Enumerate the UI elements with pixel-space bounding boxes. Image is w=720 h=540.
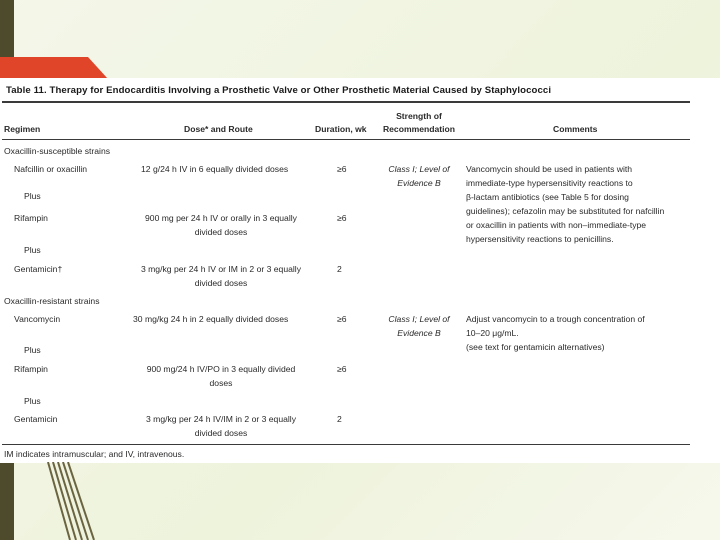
section-heading: Oxacillin-susceptible strains [4,146,111,156]
header-comments: Comments [553,124,598,134]
header-regimen: Regimen [4,124,41,134]
drug-name: Nafcillin or oxacillin [14,164,88,174]
header-dose: Dose* and Route [184,124,253,134]
strength-line: Class I; Level of [388,314,450,324]
plus-label: Plus [24,245,41,255]
comment-line: Adjust vancomycin to a trough concentration of [466,314,645,324]
dose-route: 3 mg/kg per 24 h IV or IM in 2 or 3 equally [140,264,302,274]
header-duration: Duration, wk [315,124,367,134]
dose-route: 900 mg/24 h IV/PO in 3 equally divided [146,364,296,374]
plus-label: Plus [24,396,41,406]
dose-route: divided doses [194,227,248,237]
strength-line: Class I; Level of [388,164,450,174]
comment-line: immediate-type hypersensitivity reactions to [466,178,633,188]
table-top-rule [2,101,690,103]
comment-line: Vancomycin should be used in patients with [466,164,633,174]
drug-name: Rifampin [14,364,48,374]
dose-route: 30 mg/kg 24 h in 2 equally divided doses [133,314,289,324]
section-heading: Oxacillin-resistant strains [4,296,100,306]
comment-line: (see text for gentamicin alternatives) [466,342,605,352]
duration: ≥6 [337,364,347,374]
comment-line: 10–20 μg/mL. [466,328,519,338]
header-strength-line2: Recommendation [382,124,456,134]
duration: ≥6 [337,164,347,174]
dose-route: 12 g/24 h IV in 6 equally divided doses [141,164,289,174]
header-strength-line1: Strength of [396,111,442,121]
drug-name: Gentamicin† [14,264,63,274]
table-title: Table 11. Therapy for Endocarditis Involving a Prosthetic Valve or Other Prosthetic Material Caused by Staphylococci [6,85,552,96]
drug-name: Gentamicin [14,414,58,424]
dose-route: 900 mg per 24 h IV or orally in 3 equally [145,213,297,223]
table-bottom-rule [2,444,690,445]
plus-label: Plus [24,345,41,355]
drug-name: Rifampin [14,213,48,223]
comment-line: guidelines); cefazolin may be substituted for nafcillin [466,206,665,216]
strength-line: Evidence B [397,328,441,338]
comment-line: β-lactam antibiotics (see Table 5 for dosing [466,192,629,202]
header-rule [2,139,690,140]
drug-name: Vancomycin [14,314,61,324]
duration: ≥6 [337,213,347,223]
dose-route: doses [209,378,233,388]
dose-route: divided doses [194,278,248,288]
duration: 2 [337,264,342,274]
dose-route: divided doses [194,428,248,438]
comment-line: or oxacillin in patients with non–immediate-type [466,220,647,230]
dose-route: 3 mg/kg per 24 h IV/IM in 2 or 3 equally [146,414,296,424]
table-footnote: IM indicates intramuscular; and IV, intravenous. [4,449,185,459]
comment-line: hypersensitivity reactions to penicillins. [466,234,614,244]
decorative-lines-icon [40,462,100,540]
plus-label: Plus [24,191,41,201]
strength-line: Evidence B [397,178,441,188]
duration: ≥6 [337,314,347,324]
duration: 2 [337,414,342,424]
